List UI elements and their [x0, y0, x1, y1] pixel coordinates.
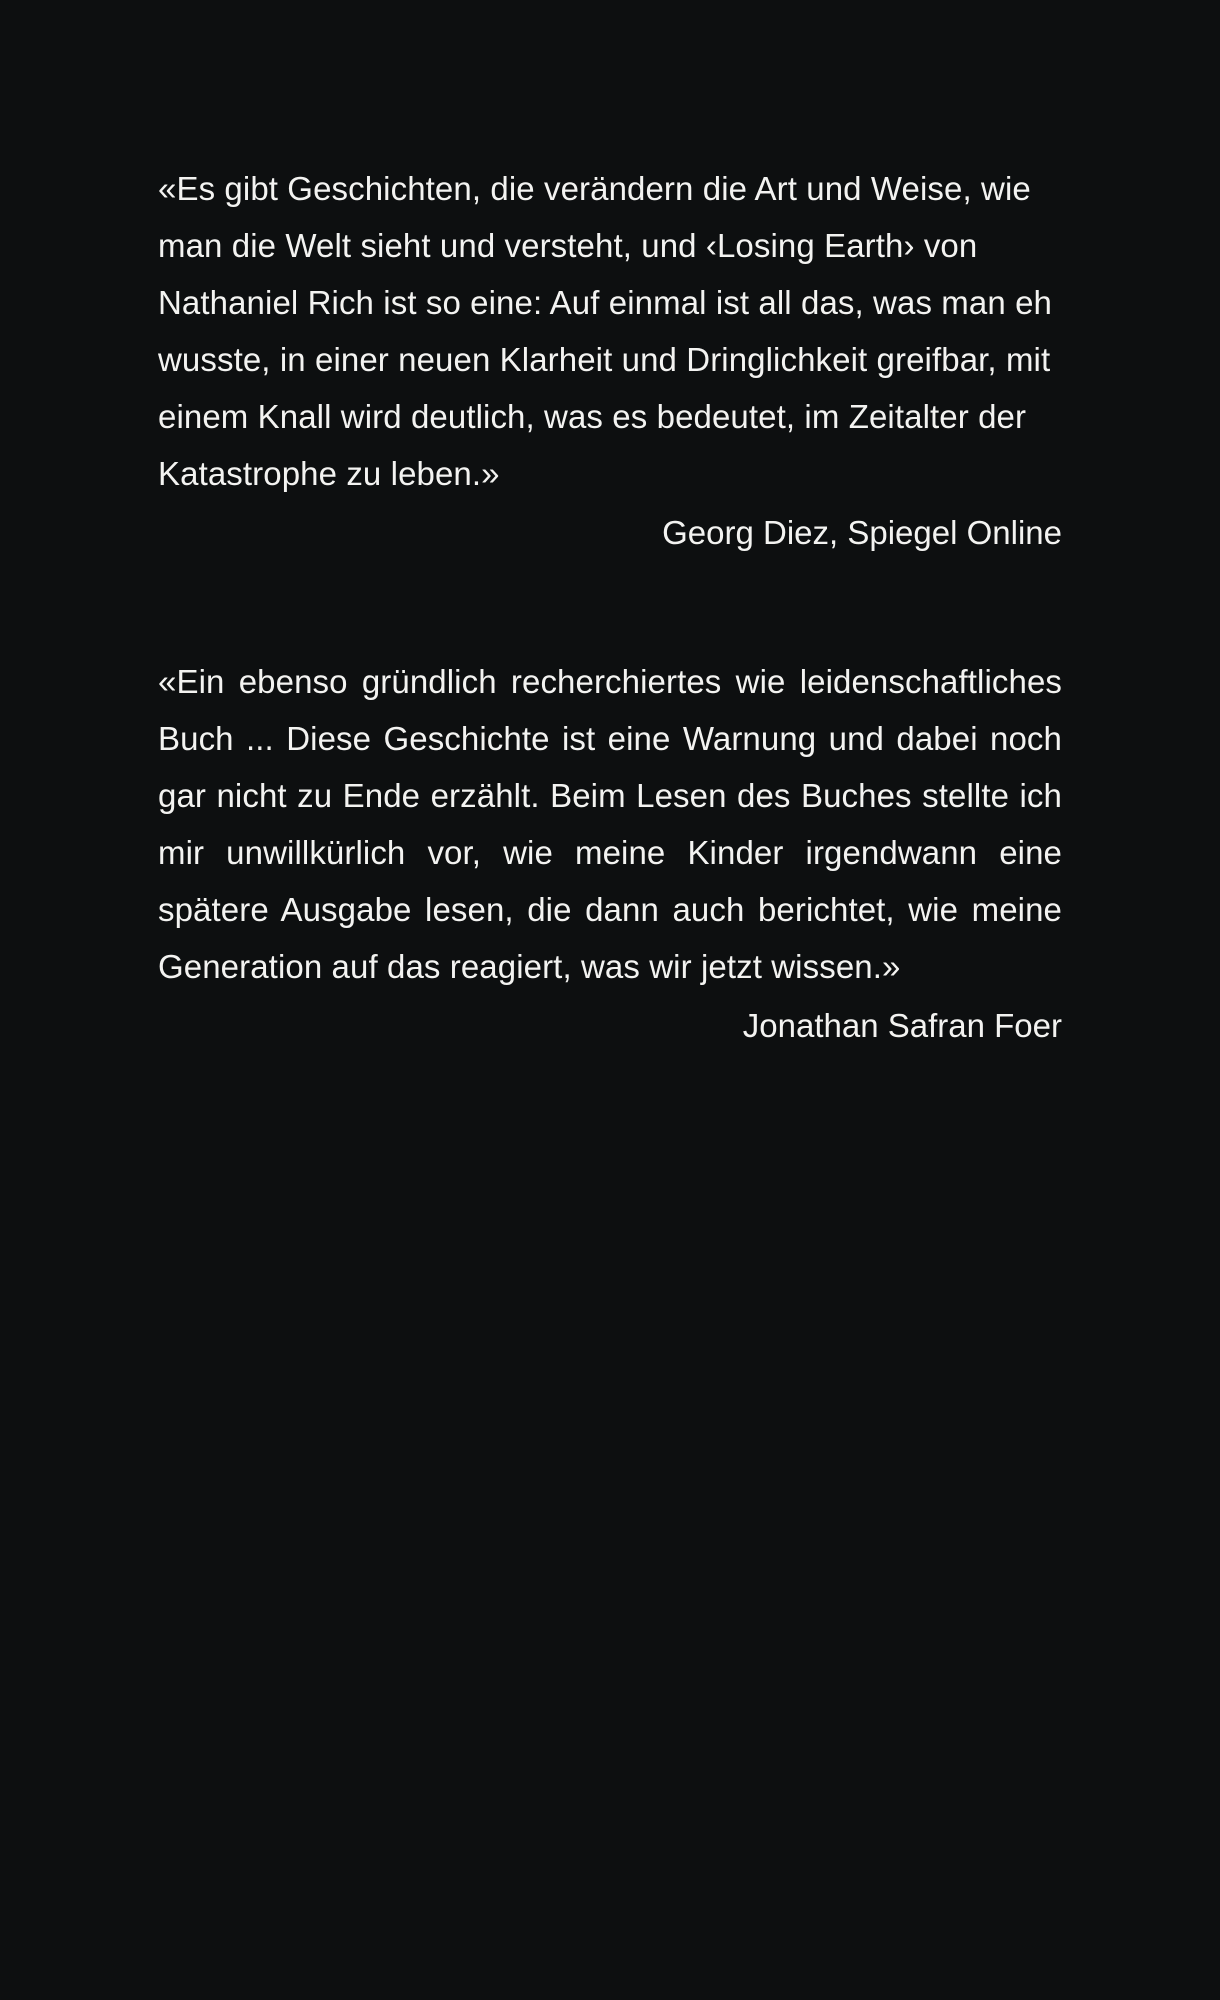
quote-attribution: Georg Diez, Spiegel Online — [662, 514, 1062, 551]
blurb-container — [158, 160, 1062, 1054]
quote-attribution: Jonathan Safran Foer — [742, 1007, 1062, 1044]
review-quote-1 — [158, 160, 1062, 561]
quote-text: «Es gibt Geschichten, die verändern die Art und Weise, wie man die Welt sieht und versteht, und ‹Losing Earth› von Nathaniel Rich ist so eine: Auf einmal ist all das, was man eh wusste, in einer neuen Klarheit und Dringlichkeit greifbar, mit einem Knall wird deutlich, was es bedeutet, im Zeitalter der Katastrophe zu leben.» — [158, 170, 1052, 492]
review-quote-2 — [158, 653, 1062, 1054]
quote-text: «Ein ebenso gründlich recherchiertes wie leidenschaftliches Buch ... Diese Geschichte ist eine Warnung und dabei noch gar nicht zu Ende erzählt. Beim Lesen des Buches stellte ich mir unwillkürlich vor, wie meine Kinder irgendwann eine spätere Ausgabe lesen, die dann auch berichtet, wie meine Generation auf das reagiert, was wir jetzt wissen.» — [158, 663, 1062, 985]
